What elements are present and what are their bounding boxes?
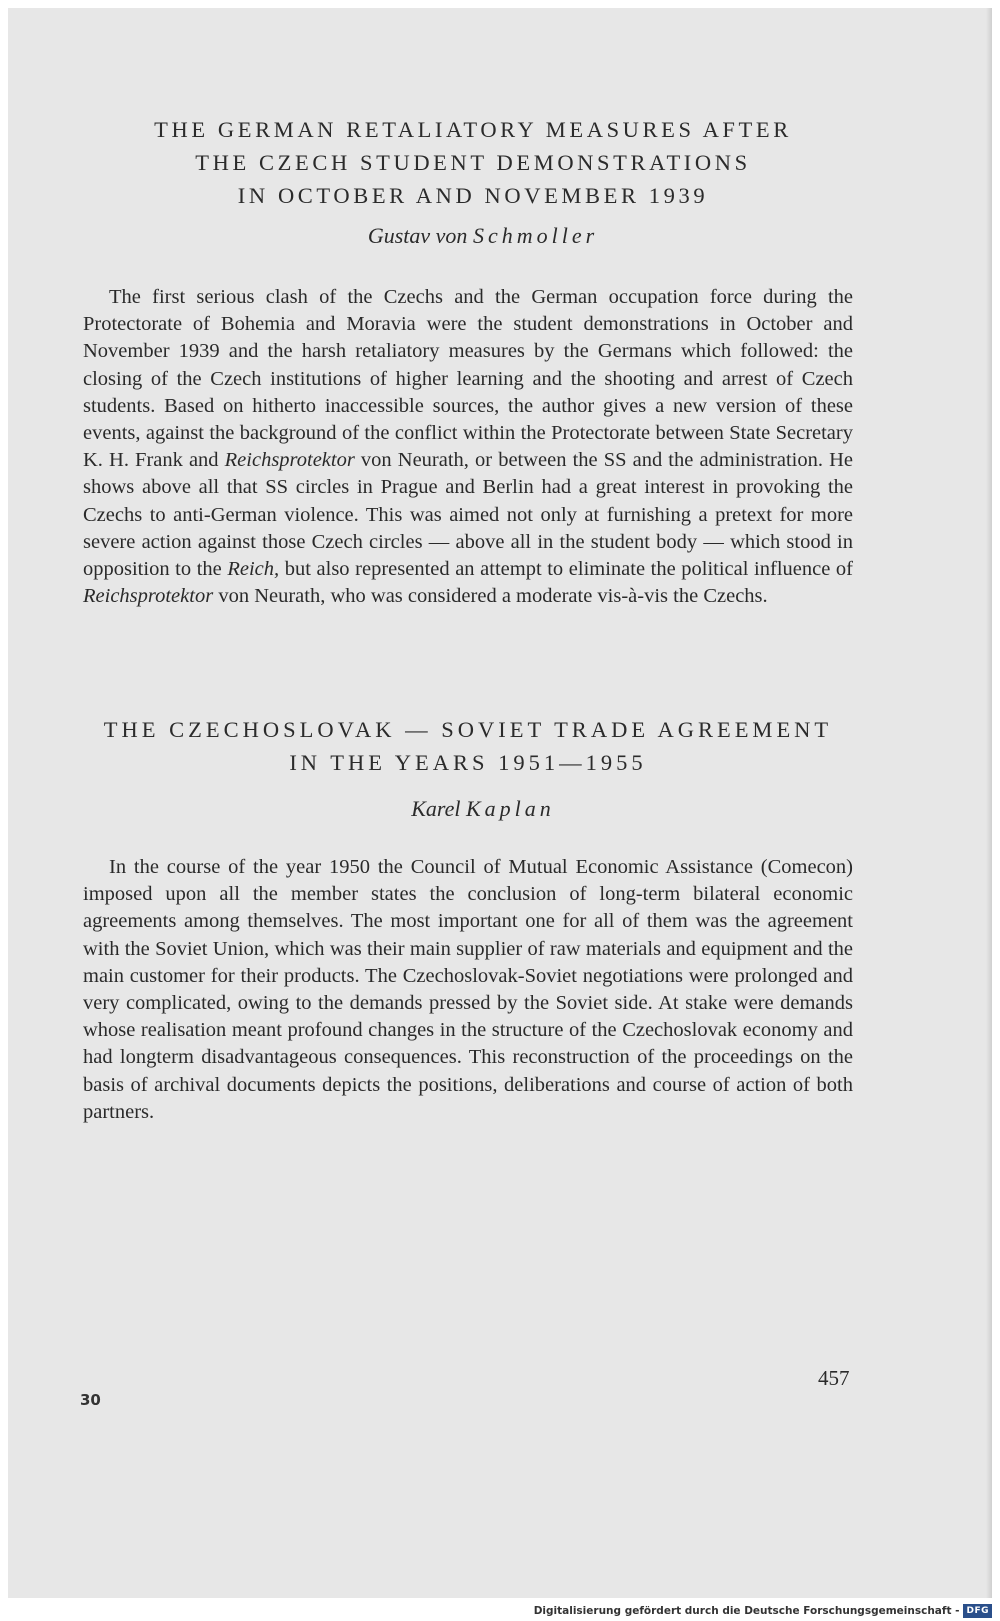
- dfg-logo-icon: DFG: [963, 1604, 992, 1618]
- scanned-page: [8, 8, 992, 1598]
- footer-credit-text: Digitalisierung gefördert durch die Deutsche Forschungsgemeinschaft -: [533, 1605, 960, 1617]
- article1-title-line-1: THE GERMAN RETALIATORY MEASURES AFTER: [154, 117, 792, 142]
- digitization-footer: [534, 1603, 992, 1619]
- article1-author: [198, 223, 768, 249]
- article1-abstract-part-2: von Neurath, or between the SS and the administration. He shows above all that SS circles in Prague and Berlin had a great interest in provoking the Czechs to anti-German violence. This was aimed not only at furnishing a pretext for more severe action against those Czech circles — above all in the student body — which stood in opposition to the: [83, 449, 853, 581]
- article2-abstract: In the course of the year 1950 the Council of Mutual Economic Assistance (Comecon) imposed upon all the member states the conclusion of long-term bilateral economic agreements among themselves. The most important one for all of them was the agreement with the Soviet Union, which was their main supplier of raw materials and equipment and the main customer for their products. The Czechoslovak-Soviet negotiations were prolonged and very complicated, owing to the demands pressed by the Soviet side. At stake were demands whose realisation meant profound changes in the structure of the Czechoslovak economy and had longterm disadvantageous consequences. This reconstruction of the proceedings on the basis of archival documents depicts the positions, deliberations and course of action of both partners.: [83, 856, 853, 1123]
- article2-title-line-1: THE CZECHOSLOVAK — SOVIET TRADE AGREEMENT: [103, 717, 833, 742]
- folio-number: 30: [80, 1391, 101, 1409]
- page-number: 457: [818, 1366, 850, 1390]
- article2-title: [78, 713, 858, 779]
- article1-title-line-3: IN OCTOBER AND NOVEMBER 1939: [237, 183, 709, 208]
- article1-abstract-term-reichsprotektor: Reichsprotektor: [224, 449, 355, 472]
- article2-author-last: Kaplan: [466, 796, 555, 821]
- article1-title-line-2: THE CZECH STUDENT DEMONSTRATIONS: [195, 150, 751, 175]
- article1-author-first: Gustav von: [367, 223, 468, 248]
- article1-abstract-part-3: but also represented an attempt to eliminate the political influence of: [279, 558, 853, 581]
- article1-author-last: Schmoller: [472, 223, 599, 248]
- article2-author: [198, 796, 768, 822]
- article1-abstract-term-reich: Reich,: [227, 558, 280, 581]
- article1-abstract-term-reichsprotektor-2: Reichsprotektor: [83, 585, 214, 608]
- article1-title: [98, 113, 848, 212]
- article2-title-line-2: IN THE YEARS 1951—1955: [289, 750, 647, 775]
- article1-abstract-part-1: The first serious clash of the Czechs and the German occupation force during the Protectorate of Bohemia and Moravia were the student demonstrations in October and November 1939 and the harsh retaliatory measures by the Germans which followed: the closing of the Czech institutions of higher learning and the shooting and arrest of Czech students. Based on hitherto inaccessible sources, the author gives a new version of these events, against the background of the conflict within the Protectorate between State Secretary K. H. Frank and: [83, 286, 853, 472]
- article1-abstract: [83, 284, 853, 610]
- article1-abstract-part-4: von Neurath, who was considered a moderate vis-à-vis the Czechs.: [213, 585, 768, 608]
- article2-author-first: Karel: [411, 796, 461, 821]
